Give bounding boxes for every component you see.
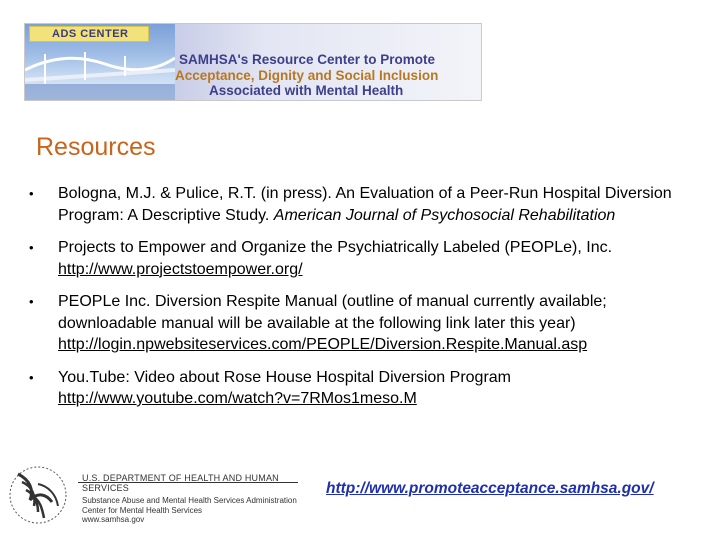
hhs-line-3: Center for Mental Health Services (82, 505, 203, 515)
page-title: Resources (36, 133, 156, 161)
bullet-icon: • (29, 294, 34, 309)
reference-text: Bologna, M.J. & Pulice, R.T. (in press). An Evaluation of a Peer-Run Hospital Diversion Program: A Descriptive Study. (58, 185, 672, 224)
reference-text: You.Tube: Video about Rose House Hospital Diversion Program (58, 368, 511, 386)
bullet-icon: • (29, 186, 34, 201)
hhs-eagle-icon (8, 466, 68, 524)
ads-center-banner (24, 23, 482, 101)
hhs-text-block (82, 474, 308, 525)
hhs-line-4: www.samhsa.gov (82, 515, 145, 524)
bullet-icon: • (29, 369, 34, 385)
list-item (26, 183, 696, 226)
reference-list (26, 183, 696, 421)
reference-text: Projects to Empower and Organize the Psychiatrically Labeled (PEOPLe), Inc. (58, 239, 613, 256)
hhs-samhsa-logo (8, 462, 308, 527)
ads-center-label: ADS CENTER (29, 26, 149, 42)
list-item (26, 237, 696, 280)
list-item (26, 367, 696, 410)
journal-title: American Journal of Psychosocial Rehabilitation (273, 206, 616, 224)
banner-line-1: SAMHSA's Resource Center to Promote (179, 52, 436, 67)
banner-line-2: Acceptance, Dignity and Social Inclusion (175, 68, 439, 83)
reference-link[interactable]: http://www.projectstoempower.org/ (58, 260, 303, 278)
bullet-icon: • (29, 240, 34, 255)
hhs-line-2: Substance Abuse and Mental Health Services Administration (82, 496, 297, 505)
footer-link[interactable]: http://www.promoteacceptance.samhsa.gov/ (326, 480, 654, 497)
banner-line-3: Associated with Mental Health (209, 83, 404, 98)
reference-link[interactable]: http://www.youtube.com/watch?v=7RMos1meso.M (58, 390, 417, 407)
hhs-line-1: U.S. DEPARTMENT OF HEALTH AND HUMAN SERVICES (82, 473, 279, 493)
list-item (26, 291, 696, 356)
reference-text: PEOPLe Inc. Diversion Respite Manual (outline of manual currently available; downloadable manual will be available at the following link later this year) (58, 293, 607, 332)
reference-link[interactable]: http://login.npwebsiteservices.com/PEOPLE/Diversion.Respite.Manual.asp (58, 336, 588, 353)
